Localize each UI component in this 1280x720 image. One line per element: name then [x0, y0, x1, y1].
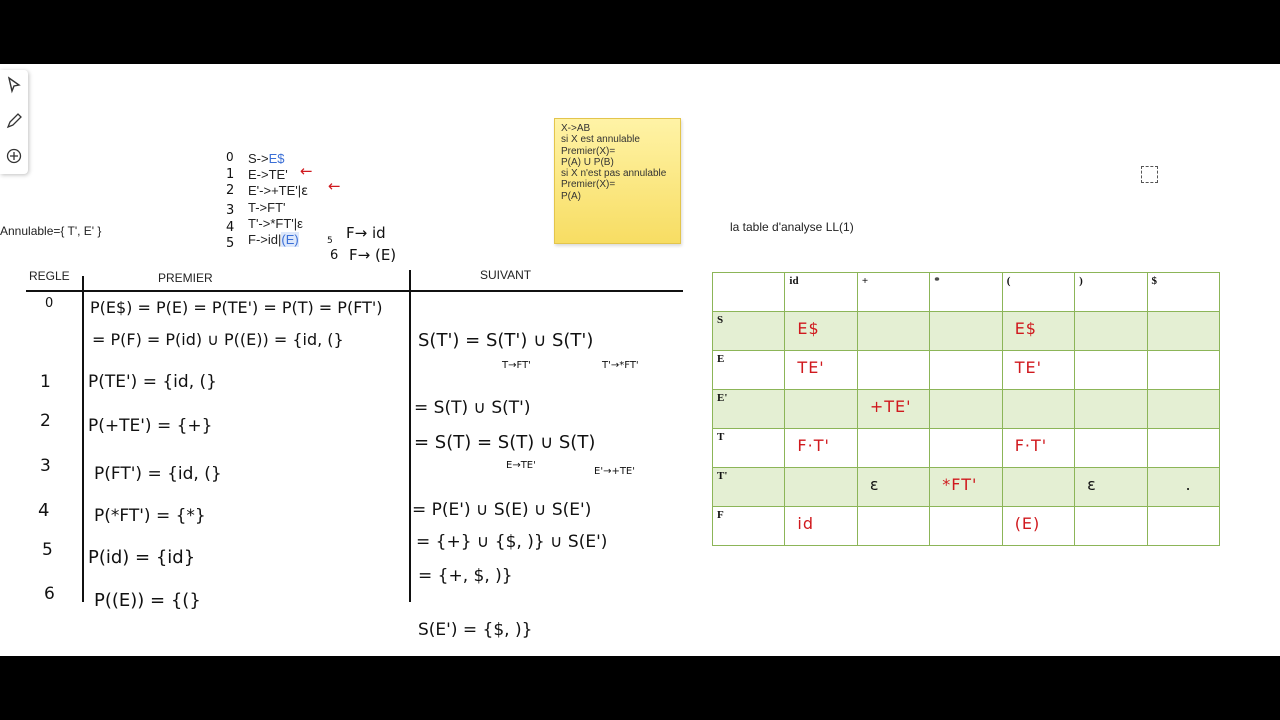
- ll1-cell[interactable]: [785, 390, 857, 429]
- premier-line: P(E$) = P(E) = P(TE') = P(T) = P(FT'): [90, 298, 383, 317]
- ll1-cell[interactable]: [857, 312, 929, 351]
- ll1-row: [713, 429, 1220, 468]
- ll1-header-cell[interactable]: +: [857, 273, 929, 312]
- ll1-cell[interactable]: [1075, 390, 1147, 429]
- grammar-rule-3: T->FT': [248, 200, 286, 215]
- ll1-cell[interactable]: [1002, 390, 1074, 429]
- grammar-rule-5: F->id|(E): [248, 232, 299, 247]
- rule-number: 1: [226, 167, 235, 182]
- sticky-line: si X est annulable: [561, 134, 640, 146]
- whiteboard-canvas[interactable]: [0, 64, 1280, 656]
- add-icon[interactable]: [5, 147, 23, 165]
- ll1-table-title: la table d'analyse LL(1): [730, 220, 854, 234]
- suivant-subscript: T'→*FT': [602, 360, 639, 371]
- ll1-nonterminal-cell[interactable]: E': [713, 390, 785, 429]
- premier-line: P((E)) = {(}: [94, 590, 201, 611]
- arrow-mark: ←: [300, 162, 313, 180]
- cursor-icon[interactable]: [5, 76, 23, 94]
- sticky-line: P(A) U P(B): [561, 156, 614, 168]
- rule-number: 6: [330, 248, 339, 263]
- ll1-cell[interactable]: .: [1147, 468, 1219, 507]
- header-premier: PREMIER: [158, 271, 213, 285]
- notes-divider: [26, 290, 683, 292]
- ll1-cell[interactable]: [857, 429, 929, 468]
- rule-number: 2: [226, 183, 235, 198]
- ll1-cell[interactable]: [857, 351, 929, 390]
- ll1-cell[interactable]: TE': [785, 351, 857, 390]
- regle-number: 1: [40, 372, 51, 392]
- ll1-cell[interactable]: [1147, 390, 1219, 429]
- ll1-cell[interactable]: E$: [1002, 312, 1074, 351]
- sticky-line: Premier(X)=: [561, 145, 616, 157]
- ll1-header-cell[interactable]: id: [785, 273, 857, 312]
- grammar-rule-1: E->TE': [248, 167, 288, 182]
- ll1-cell[interactable]: [1147, 429, 1219, 468]
- suivant-line: = S(T) = S(T) ∪ S(T): [414, 432, 596, 453]
- ll1-nonterminal-cell[interactable]: T': [713, 468, 785, 507]
- rule-number: 3: [226, 203, 235, 218]
- ll1-cell[interactable]: [1147, 507, 1219, 546]
- ll1-cell[interactable]: ε: [1075, 468, 1147, 507]
- ll1-row: [713, 468, 1220, 507]
- ll1-cell[interactable]: [1075, 312, 1147, 351]
- ll1-cell[interactable]: [857, 507, 929, 546]
- ll1-header-cell[interactable]: ): [1075, 273, 1147, 312]
- sticky-note[interactable]: [554, 118, 681, 244]
- ll1-nonterminal-cell[interactable]: S: [713, 312, 785, 351]
- ll1-row: [713, 390, 1220, 429]
- ll1-cell[interactable]: [930, 429, 1002, 468]
- ll1-cell[interactable]: [1075, 507, 1147, 546]
- rule-number: 5: [226, 236, 235, 251]
- ll1-cell[interactable]: [930, 507, 1002, 546]
- rule-number: 0: [226, 150, 234, 164]
- ll1-cell[interactable]: [930, 351, 1002, 390]
- ll1-cell[interactable]: +TE': [857, 390, 929, 429]
- ll1-cell[interactable]: [1075, 429, 1147, 468]
- suivant-subscript: T→FT': [502, 360, 531, 371]
- regle-number: 5: [42, 540, 53, 560]
- ll1-cell[interactable]: TE': [1002, 351, 1074, 390]
- ll1-cell[interactable]: [1147, 351, 1219, 390]
- rule-number: 5: [327, 236, 333, 246]
- ll1-cell[interactable]: [1147, 312, 1219, 351]
- ll1-cell[interactable]: [1075, 351, 1147, 390]
- ll1-nonterminal-cell[interactable]: T: [713, 429, 785, 468]
- selection-frame-icon[interactable]: [1141, 166, 1158, 183]
- ll1-nonterminal-cell[interactable]: F: [713, 507, 785, 546]
- pen-icon[interactable]: [5, 112, 23, 130]
- premier-line: P(+TE') = {+}: [88, 416, 213, 436]
- regle-number: 2: [40, 411, 51, 431]
- ll1-cell[interactable]: E$: [785, 312, 857, 351]
- suivant-line: = P(E') ∪ S(E) ∪ S(E'): [412, 500, 592, 520]
- regle-number: 3: [40, 456, 51, 476]
- annulable-label: Annulable={ T', E' }: [0, 224, 102, 238]
- ll1-cell[interactable]: (E): [1002, 507, 1074, 546]
- ll1-cell[interactable]: ε: [857, 468, 929, 507]
- ll1-cell[interactable]: [1002, 468, 1074, 507]
- suivant-subscript: E→TE': [506, 460, 536, 471]
- ll1-header-cell[interactable]: *: [930, 273, 1002, 312]
- regle-number: 4: [38, 500, 50, 521]
- suivant-line: S(T') = S(T') ∪ S(T'): [418, 330, 594, 351]
- regle-number: 6: [44, 584, 55, 604]
- ll1-parse-table[interactable]: [712, 272, 1220, 546]
- ll1-header-cell[interactable]: (: [1002, 273, 1074, 312]
- suivant-subscript: E'→+TE': [594, 466, 636, 477]
- ll1-header-cell[interactable]: $: [1147, 273, 1219, 312]
- grammar-rule-2: E'->+TE'|ε: [248, 183, 309, 199]
- ll1-cell[interactable]: [930, 390, 1002, 429]
- ll1-cell[interactable]: id: [785, 507, 857, 546]
- grammar-rule-0: S->E$: [248, 151, 285, 166]
- ll1-row: [713, 507, 1220, 546]
- ll1-cell[interactable]: F·T': [785, 429, 857, 468]
- ll1-cell[interactable]: F·T': [1002, 429, 1074, 468]
- ll1-row: [713, 312, 1220, 351]
- split-rule: F→ id: [346, 224, 386, 242]
- sticky-line: Premier(X)=: [561, 179, 616, 191]
- ll1-row: [713, 351, 1220, 390]
- suivant-line: = S(T) ∪ S(T'): [414, 398, 531, 418]
- grammar-rule-4: T'->*FT'|ε: [248, 216, 303, 231]
- premier-line: P(TE') = {id, (}: [88, 372, 217, 392]
- sticky-line: X->AB: [561, 123, 591, 134]
- tool-palette: [0, 70, 28, 174]
- suivant-line: S(E') = {$, )}: [418, 620, 533, 640]
- ll1-header-cell[interactable]: [713, 273, 785, 312]
- sticky-line: P(A): [561, 190, 581, 202]
- ll1-cell[interactable]: [930, 312, 1002, 351]
- notes-divider: [82, 276, 84, 602]
- premier-line: P(*FT') = {*}: [94, 506, 206, 526]
- ll1-cell[interactable]: *FT': [930, 468, 1002, 507]
- header-suivant: SUIVANT: [480, 268, 532, 282]
- sticky-line: si X n'est pas annulable: [561, 168, 667, 180]
- header-regle: REGLE: [29, 269, 70, 283]
- premier-line: P(id) = {id}: [88, 547, 196, 568]
- ll1-header-row: [713, 273, 1220, 312]
- ll1-cell[interactable]: [785, 468, 857, 507]
- notes-divider: [409, 270, 411, 602]
- arrow-mark: ←: [328, 177, 341, 195]
- regle-number: 0: [45, 296, 54, 311]
- premier-line: = P(F) = P(id) ∪ P((E)) = {id, (}: [92, 330, 344, 349]
- ll1-nonterminal-cell[interactable]: E: [713, 351, 785, 390]
- split-rule: F→ (E): [349, 246, 397, 264]
- premier-line: P(FT') = {id, (}: [94, 464, 222, 484]
- suivant-line: = {+} ∪ {$, )} ∪ S(E'): [416, 532, 608, 552]
- rule-number: 4: [226, 220, 235, 235]
- suivant-line: = {+, $, )}: [418, 566, 513, 586]
